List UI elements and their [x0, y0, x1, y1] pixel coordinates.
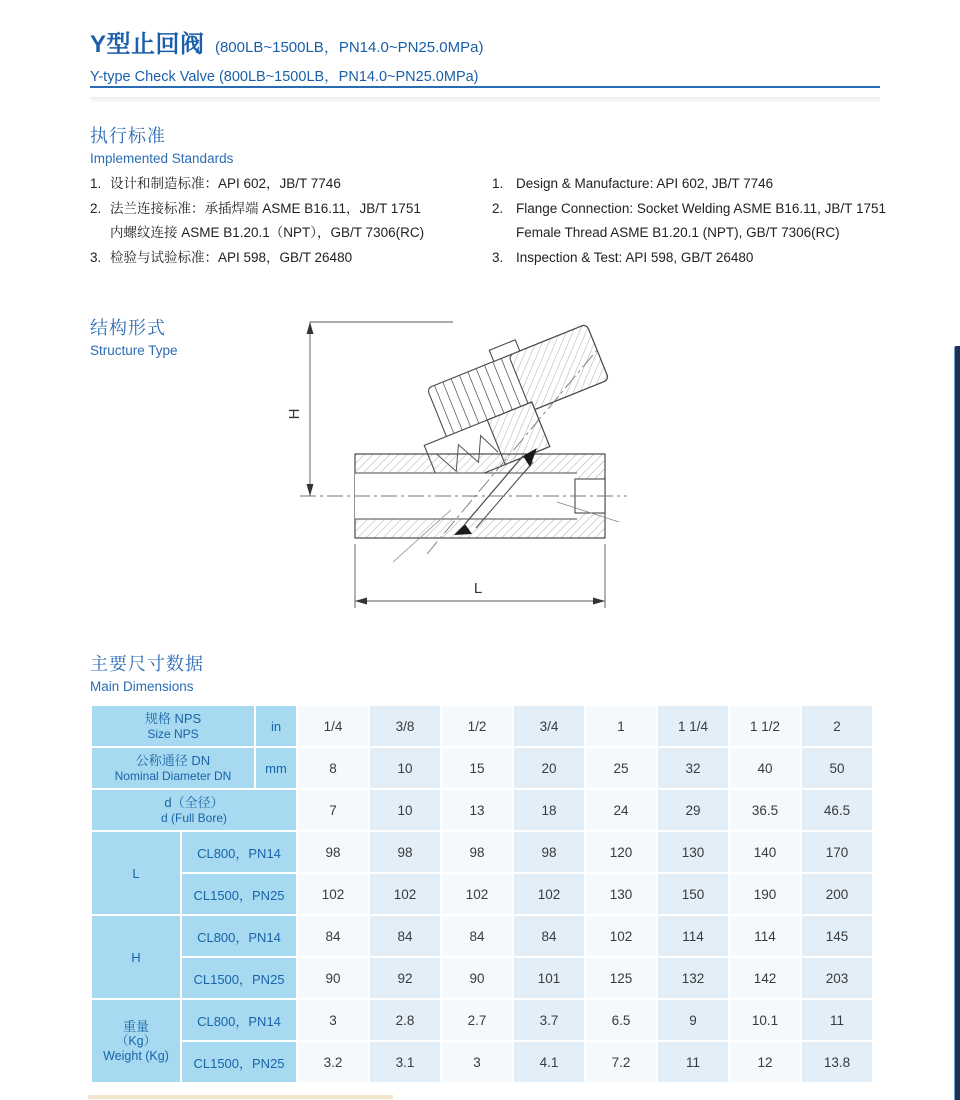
row-label-zh: 公称通径 DN [135, 752, 211, 768]
table-cell: 11 [658, 1042, 728, 1082]
table-cell: 102 [514, 874, 584, 914]
item-number [90, 221, 110, 246]
table-cell: 1 1/4 [658, 706, 728, 746]
table-cell: 92 [370, 958, 440, 998]
table-cell: 1/2 [442, 706, 512, 746]
item-text: 设计和制造标准：API 602，JB/T 7746 [110, 176, 341, 191]
item-number: 1. [90, 176, 102, 191]
structure-heading-zh: 结构形式 [90, 318, 166, 338]
table-cell: 98 [298, 832, 368, 872]
header-rule-shadow [90, 97, 880, 103]
table-cell: 142 [730, 958, 800, 998]
group-label-line: H [131, 949, 141, 965]
standards-item [492, 246, 892, 271]
group-label-line: （Kg） [115, 1033, 157, 1048]
table-cell: 98 [514, 832, 584, 872]
dimension-l [355, 544, 605, 608]
table-cell: 130 [586, 874, 656, 914]
table-cell: 36.5 [730, 790, 800, 830]
table-cell: 3 [442, 1042, 512, 1082]
standards-item [492, 172, 892, 197]
table-cell: 10 [370, 748, 440, 788]
table-cell: 102 [370, 874, 440, 914]
dimension-h-label: H [286, 408, 303, 420]
table-row [92, 748, 872, 788]
table-cell: 1/4 [298, 706, 368, 746]
table-cell: 11 [802, 1000, 872, 1040]
table-cell: 120 [586, 832, 656, 872]
table-row [92, 1042, 872, 1082]
dimensions-table [90, 704, 874, 1084]
table-cell: 145 [802, 916, 872, 956]
table-cell: 12 [730, 1042, 800, 1082]
table-cell: 2 [802, 706, 872, 746]
table-cell: 84 [370, 916, 440, 956]
standards-list-zh [90, 172, 480, 270]
standards-item [492, 221, 892, 246]
table-cell: 13 [442, 790, 512, 830]
row-label-zh: d（全径） [164, 794, 224, 810]
table-cell: 3.7 [514, 1000, 584, 1040]
table-cell: 2.8 [370, 1000, 440, 1040]
table-cell: 98 [442, 832, 512, 872]
standards-item [492, 197, 892, 222]
item-text: 内螺纹连接 ASME B1.20.1（NPT），GB/T 7306(RC) [110, 225, 425, 240]
table-cell: 32 [658, 748, 728, 788]
row-label-en: Size NPS [147, 726, 199, 741]
standards-item [90, 246, 480, 271]
table-cell: 3/4 [514, 706, 584, 746]
table-cell: 114 [730, 916, 800, 956]
table-row [92, 1000, 872, 1040]
table-row [92, 706, 872, 746]
table-row [92, 790, 872, 830]
table-cell: 7.2 [586, 1042, 656, 1082]
table-cell: 18 [514, 790, 584, 830]
unit-cell: in [256, 706, 296, 746]
row-label [92, 706, 254, 746]
dimensions-heading-en: Main Dimensions [90, 679, 194, 694]
item-number: 2. [492, 200, 504, 216]
standards-list-en [492, 172, 892, 270]
valve-section-drawing [275, 306, 675, 636]
page-title-zh: Y型止回阀 [90, 31, 205, 58]
unit-cell: mm [256, 748, 296, 788]
standards-item [90, 221, 480, 246]
dimensions-heading [90, 650, 204, 694]
table-cell: 1 1/2 [730, 706, 800, 746]
table-cell: 10.1 [730, 1000, 800, 1040]
table-row [92, 832, 872, 872]
table-cell: 10 [370, 790, 440, 830]
table-cell: 8 [298, 748, 368, 788]
standards-item [90, 172, 480, 197]
item-number: 2. [90, 200, 102, 216]
table-cell: 6.5 [586, 1000, 656, 1040]
table-cell: 170 [802, 832, 872, 872]
table-cell: 4.1 [514, 1042, 584, 1082]
dimensions-heading-zh: 主要尺寸数据 [90, 654, 204, 674]
class-label: CL800，PN14 [182, 832, 296, 872]
footer-cutoff-text [88, 1095, 393, 1099]
table-cell: 102 [442, 874, 512, 914]
table-cell: 90 [298, 958, 368, 998]
dimension-l-label: L [473, 580, 483, 597]
standards-heading-en: Implemented Standards [90, 151, 234, 166]
table-cell: 13.8 [802, 1042, 872, 1082]
valve-body [355, 448, 619, 562]
table-cell: 200 [802, 874, 872, 914]
table-cell: 102 [298, 874, 368, 914]
item-number: 3. [90, 249, 102, 265]
table-cell: 29 [658, 790, 728, 830]
table-cell: 130 [658, 832, 728, 872]
table-cell: 3.1 [370, 1042, 440, 1082]
table-row [92, 916, 872, 956]
group-label [92, 1000, 180, 1082]
header-rule [90, 86, 880, 88]
table-cell: 3.2 [298, 1042, 368, 1082]
table-cell: 25 [586, 748, 656, 788]
table-cell: 9 [658, 1000, 728, 1040]
standards-heading [90, 122, 233, 166]
class-label: CL800，PN14 [182, 1000, 296, 1040]
group-label-line: L [132, 865, 140, 881]
row-label-zh: 规格 NPS [144, 710, 202, 726]
group-label [92, 832, 180, 914]
standards-item [90, 197, 480, 222]
item-text: Inspection & Test: API 598, GB/T 26480 [516, 249, 754, 265]
table-cell: 15 [442, 748, 512, 788]
table-cell: 132 [658, 958, 728, 998]
table-cell: 190 [730, 874, 800, 914]
class-label: CL1500，PN25 [182, 874, 296, 914]
item-text: 法兰连接标准：承插焊端 ASME B16.11，JB/T 1751 [110, 200, 421, 216]
table-cell: 98 [370, 832, 440, 872]
dimensions-table-body [92, 706, 872, 1082]
table-cell: 84 [298, 916, 368, 956]
table-cell: 150 [658, 874, 728, 914]
group-label-line: Weight (Kg) [103, 1048, 169, 1063]
table-cell: 114 [658, 916, 728, 956]
table-cell: 101 [514, 958, 584, 998]
table-cell: 50 [802, 748, 872, 788]
row-label [92, 748, 254, 788]
table-cell: 46.5 [802, 790, 872, 830]
structure-heading [90, 314, 178, 358]
table-cell: 84 [442, 916, 512, 956]
group-label [92, 916, 180, 998]
table-cell: 20 [514, 748, 584, 788]
table-cell: 3 [298, 1000, 368, 1040]
page-edge-tab [954, 346, 960, 1100]
class-label: CL800，PN14 [182, 916, 296, 956]
table-cell: 2.7 [442, 1000, 512, 1040]
standards-heading-zh: 执行标准 [90, 126, 166, 146]
class-label: CL1500，PN25 [182, 1042, 296, 1082]
row-label [92, 790, 296, 830]
page-title-en: Y-type Check Valve (800LB~1500LB，PN14.0~PN25.0MPa) [90, 69, 479, 85]
table-cell: 90 [442, 958, 512, 998]
item-number: 1. [492, 176, 504, 191]
item-number [492, 221, 516, 246]
item-text: 检验与试验标准：API 598，GB/T 26480 [110, 249, 353, 265]
page-title-paren: (800LB~1500LB，PN14.0~PN25.0MPa) [214, 39, 484, 56]
table-cell: 203 [802, 958, 872, 998]
class-label: CL1500，PN25 [182, 958, 296, 998]
table-cell: 125 [586, 958, 656, 998]
item-text: Female Thread ASME B1.20.1 (NPT), GB/T 7306(RC) [516, 225, 840, 240]
table-cell: 140 [730, 832, 800, 872]
table-cell: 102 [586, 916, 656, 956]
table-row [92, 874, 872, 914]
table-cell: 1 [586, 706, 656, 746]
group-label-line: 重量 [122, 1018, 149, 1034]
item-text: Design & Manufacture: API 602, JB/T 7746 [516, 176, 774, 191]
table-cell: 84 [514, 916, 584, 956]
table-cell: 7 [298, 790, 368, 830]
item-text: Flange Connection: Socket Welding ASME B16.11, JB/T 1751 [516, 200, 886, 216]
table-row [92, 958, 872, 998]
structure-heading-en: Structure Type [90, 343, 178, 358]
table-cell: 40 [730, 748, 800, 788]
table-cell: 3/8 [370, 706, 440, 746]
page-header [90, 24, 880, 86]
item-number: 3. [492, 249, 504, 265]
table-cell: 24 [586, 790, 656, 830]
row-label-en: Nominal Diameter DN [114, 768, 232, 783]
row-label-en: d (Full Bore) [160, 810, 228, 825]
